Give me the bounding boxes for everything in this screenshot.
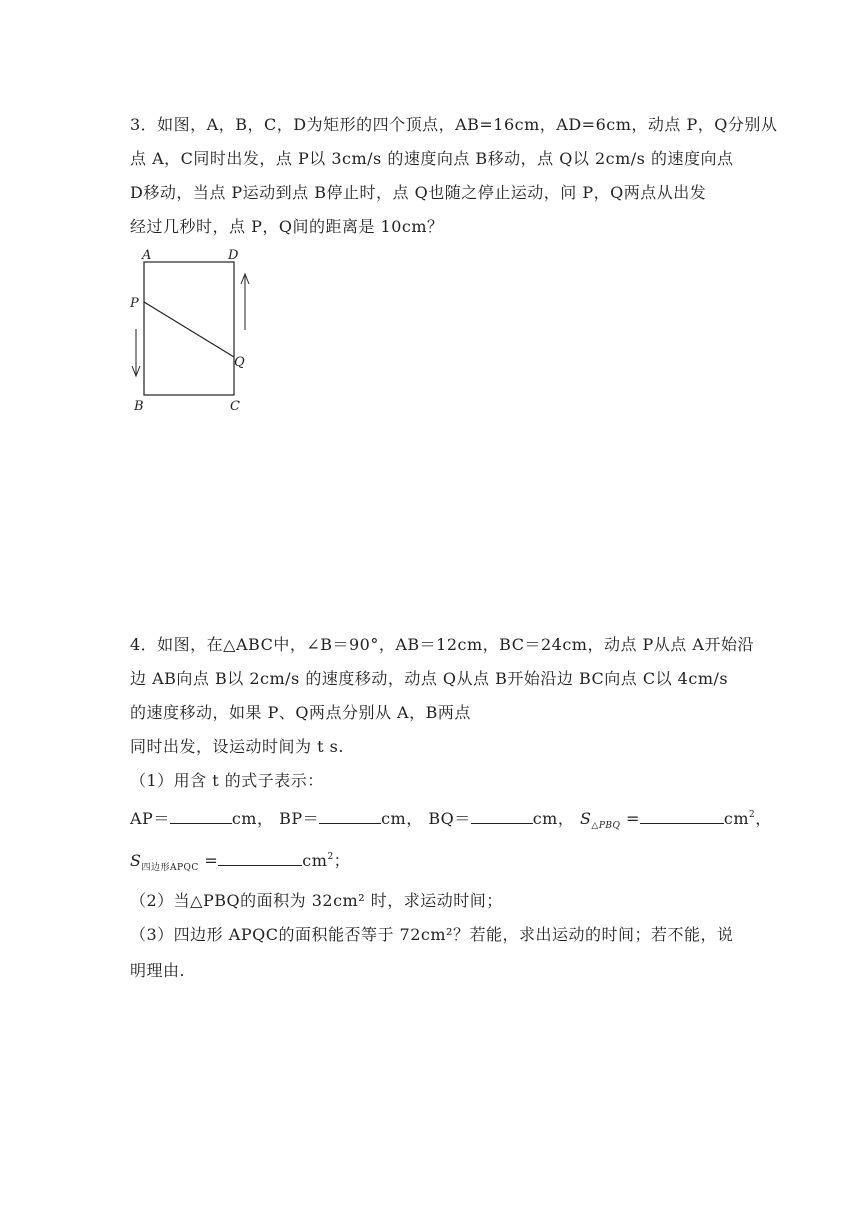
ap-label: AP＝	[130, 809, 170, 828]
segment-pq	[144, 302, 234, 357]
s-quad-semicolon: ；	[333, 851, 351, 870]
bp-label: BP＝	[279, 809, 320, 828]
s-quad-blank[interactable]	[218, 851, 302, 866]
s-pbq-unit: cm	[723, 809, 750, 828]
ap-blank[interactable]	[170, 809, 232, 824]
label-b: B	[134, 399, 144, 414]
bp-unit: cm，	[381, 809, 423, 828]
s-pbq-label	[579, 809, 621, 832]
q4-line-2: 边 AB向点 B以 2cm/s 的速度移动，动点 Q从点 B开始沿边 BC向点 C以 4cm/s	[130, 669, 729, 688]
s-quad-label	[130, 851, 199, 874]
q3-line-3: D移动，当点 P运动到点 B停止时，点 Q也随之停止运动，问 P，Q两点从出发	[130, 183, 707, 202]
s-quad-eq: =	[204, 851, 219, 870]
q4-part3-line-1: （3）四边形 APQC的面积能否等于 72cm²？若能，求出运动的时间；若不能，说	[130, 925, 734, 944]
bp-blank[interactable]	[319, 809, 381, 824]
q3-line-1: 3．如图，A，B，C，D为矩形的四个顶点，AB=16cm，AD=6cm，动点 P，Q分别从	[130, 115, 778, 134]
ap-unit: cm，	[231, 809, 274, 828]
label-p: P	[130, 296, 139, 311]
s-quad-symbol: S	[130, 851, 142, 870]
bq-label: BQ＝	[428, 809, 471, 828]
s-pbq-blank[interactable]	[640, 809, 724, 824]
q3-line-4: 经过几秒时，点 P，Q间的距离是 10cm？	[130, 217, 444, 236]
label-a: A	[142, 248, 152, 263]
s-quad-unit: cm	[302, 851, 328, 870]
q4-part1-quad-row	[130, 848, 350, 873]
s-quad-unit-sq: 2	[327, 852, 334, 862]
label-q: Q	[234, 355, 245, 370]
s-quad-subscript: 四边形APQC	[141, 863, 199, 874]
label-d: D	[228, 248, 239, 263]
q4-line-4: 同时出发，设运动时间为 t s.	[130, 737, 344, 756]
s-pbq-eq: =	[626, 809, 640, 828]
s-pbq-subscript: △PBQ	[591, 821, 621, 832]
rectangle-figure	[124, 244, 264, 416]
s-pbq-unit-sq: 2	[749, 810, 756, 820]
q4-line-3: 的速度移动，如果 P、Q两点分别从 A，B两点	[130, 703, 471, 722]
q3-line-2: 点 A，C同时出发，点 P以 3cm/s 的速度向点 B移动，点 Q以 2cm/s 的速度向点	[130, 149, 734, 168]
s-symbol: S	[579, 809, 592, 828]
label-c: C	[230, 399, 240, 414]
bq-blank[interactable]	[471, 809, 533, 824]
q4-part1-intro: （1）用含 t 的式子表示：	[130, 771, 324, 790]
q4-part3-line-2: 明理由.	[130, 961, 186, 980]
s-pbq-comma: ，	[755, 809, 772, 828]
q4-part2: （2）当△PBQ的面积为 32cm² 时，求运动时间；	[130, 891, 503, 910]
bq-unit: cm，	[532, 809, 575, 828]
q4-line-1: 4．如图，在△ABC中，∠B＝90°，AB＝12cm，BC＝24cm，动点 P从点 A开始沿	[130, 635, 754, 654]
q4-part1-blanks-row	[130, 806, 772, 831]
rectangle-abcd	[144, 262, 234, 395]
